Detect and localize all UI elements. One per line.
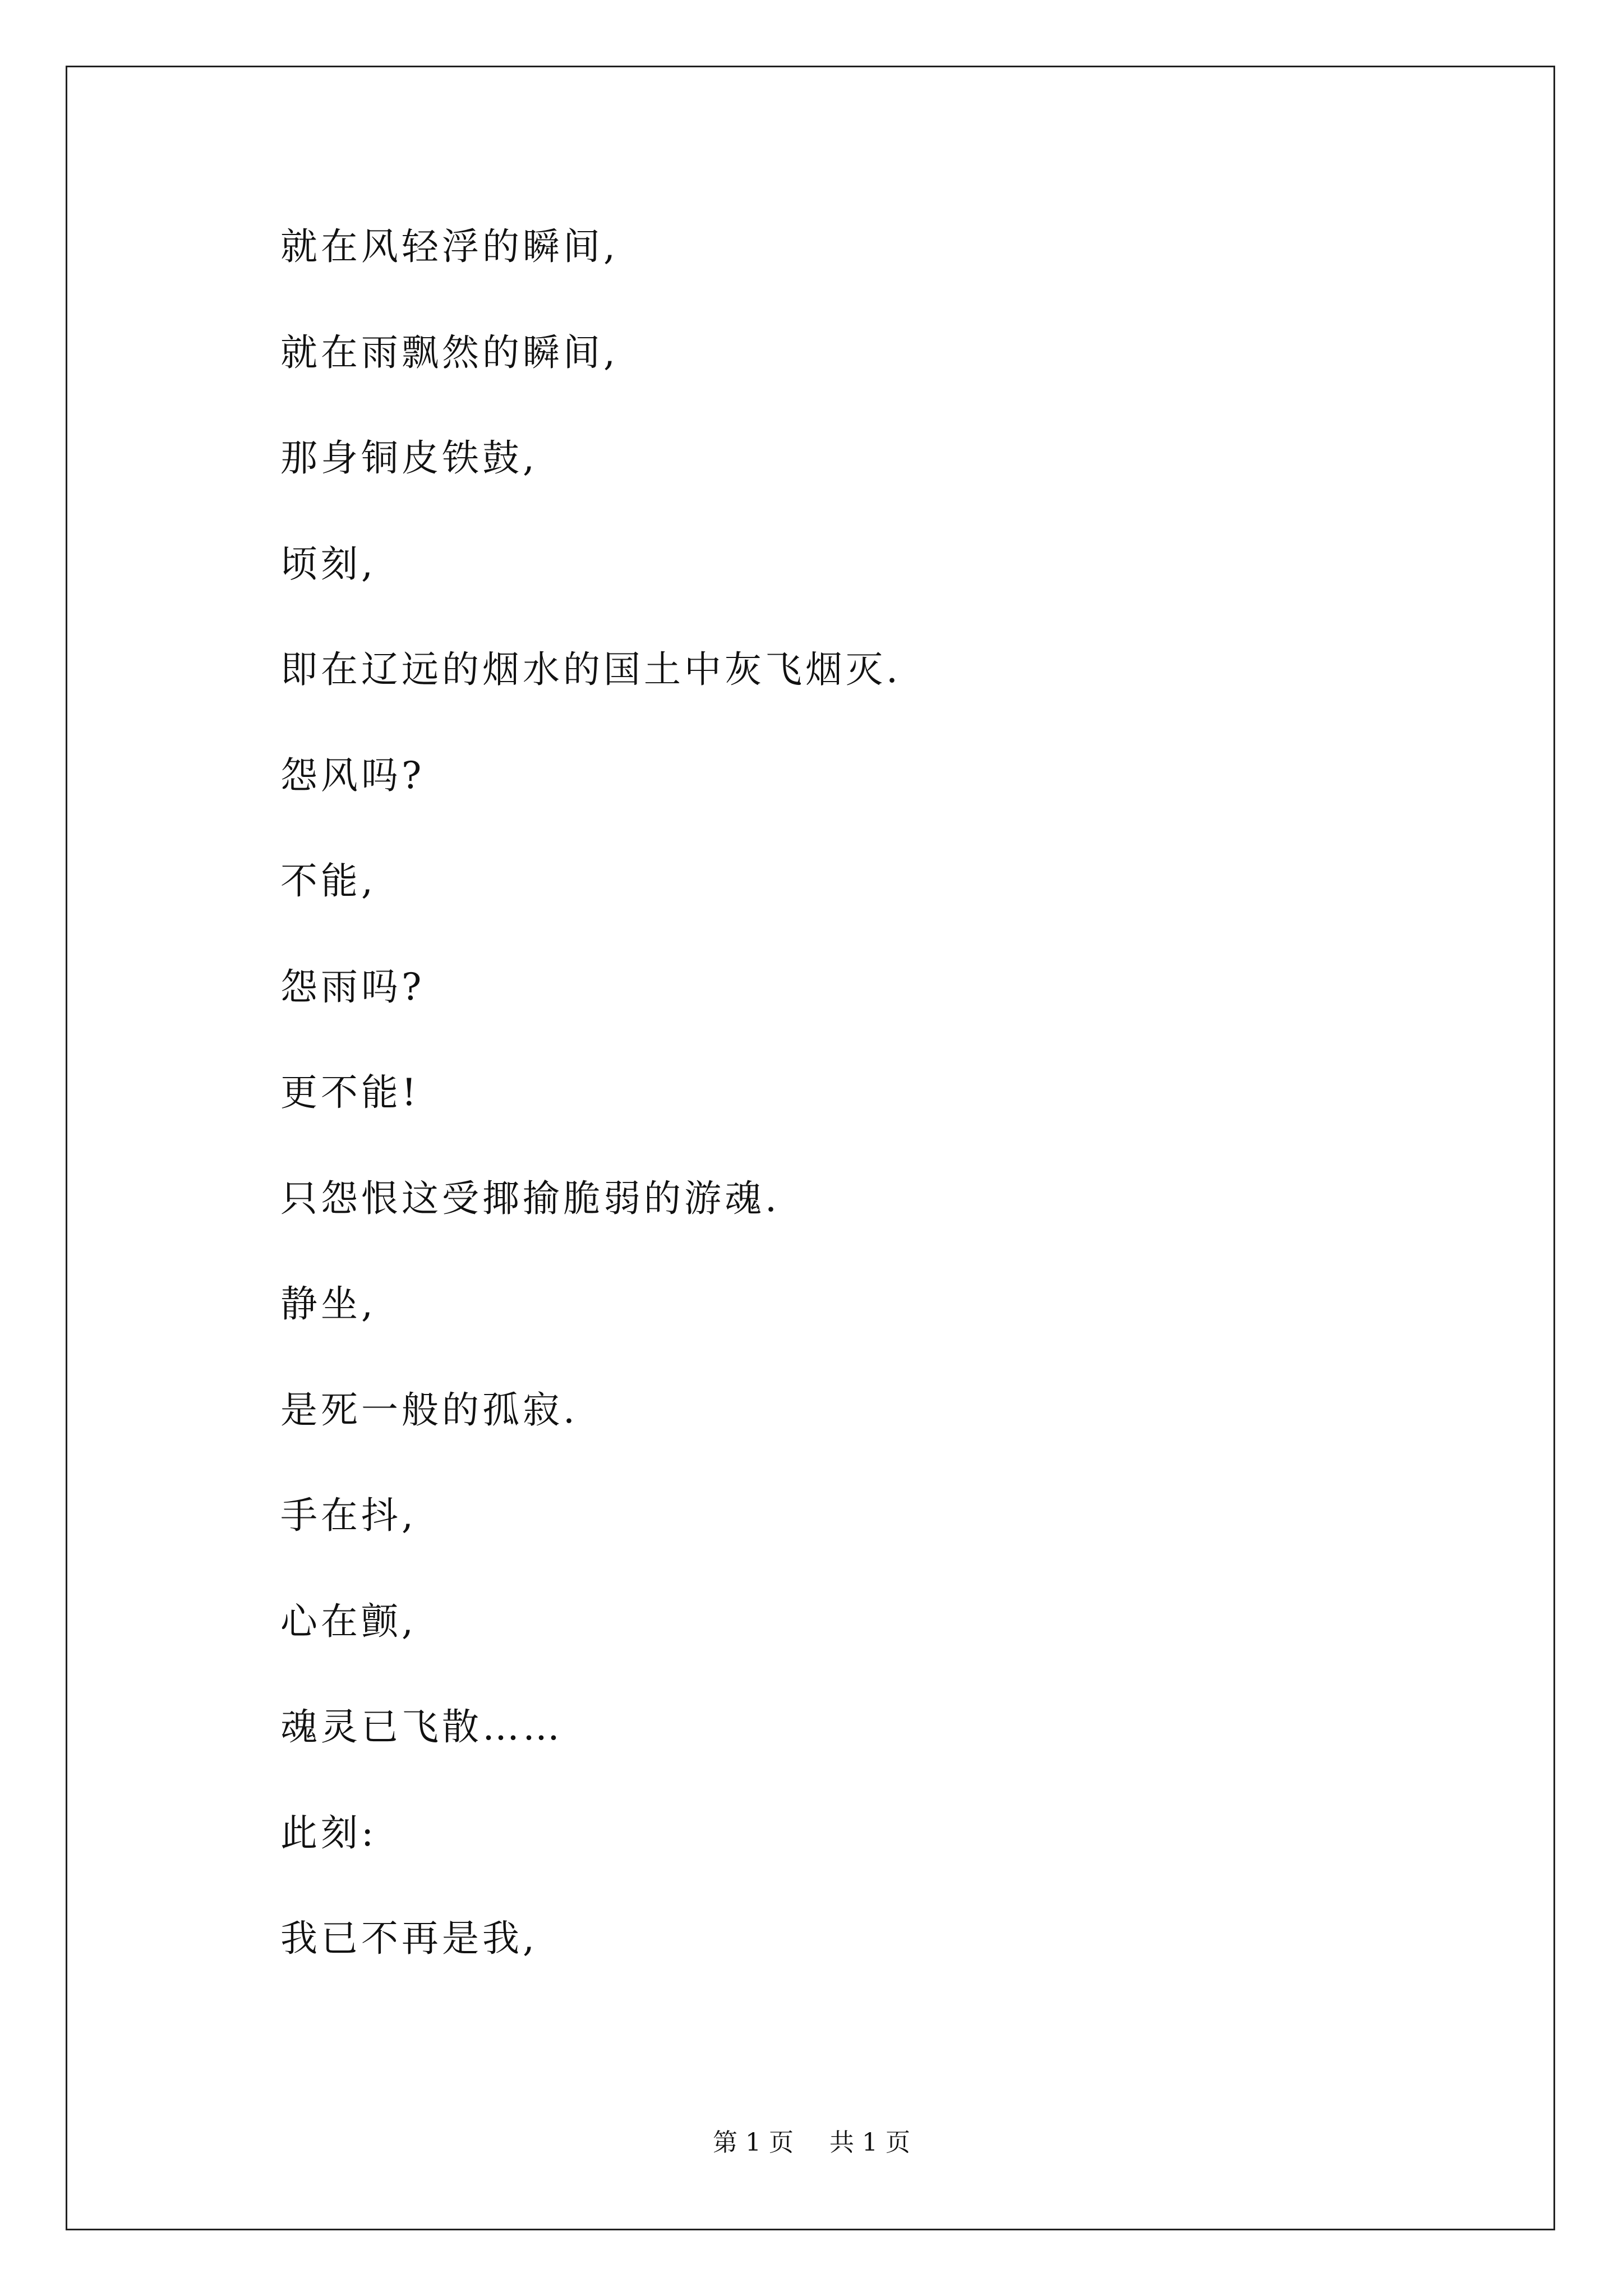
poem-line: 我已不再是我, <box>280 1917 538 1960</box>
poem-line: 怨风吗? <box>280 753 425 797</box>
poem-line: 心在颤, <box>280 1599 417 1643</box>
poem-line: 此刻: <box>280 1811 377 1855</box>
poem-line: 静坐, <box>280 1282 376 1326</box>
poem-line: 手在抖, <box>280 1494 417 1537</box>
poem-body <box>280 222 901 2019</box>
page-number-total: 共 1 页 <box>829 2128 910 2157</box>
poem-line: 那身铜皮铁鼓, <box>280 436 538 480</box>
poem-line: 不能, <box>280 859 376 903</box>
poem-line: 就在雨飘然的瞬间, <box>280 330 619 374</box>
poem-line: 魂灵已飞散…… <box>280 1705 563 1749</box>
poem-line: 怨雨吗? <box>280 965 425 1009</box>
poem-line: 即在辽远的烟水的国土中灰飞烟灭. <box>280 648 901 691</box>
page-number-current: 第 1 页 <box>713 2128 794 2157</box>
poem-line: 就在风轻浮的瞬间, <box>280 225 619 268</box>
page-footer <box>0 2126 1623 2160</box>
poem-line: 只怨恨这受揶揄脆弱的游魂. <box>280 1176 780 1220</box>
poem-line: 是死一般的孤寂. <box>280 1388 578 1432</box>
poem-line: 顷刻, <box>280 542 376 586</box>
poem-line: 更不能! <box>280 1071 420 1114</box>
